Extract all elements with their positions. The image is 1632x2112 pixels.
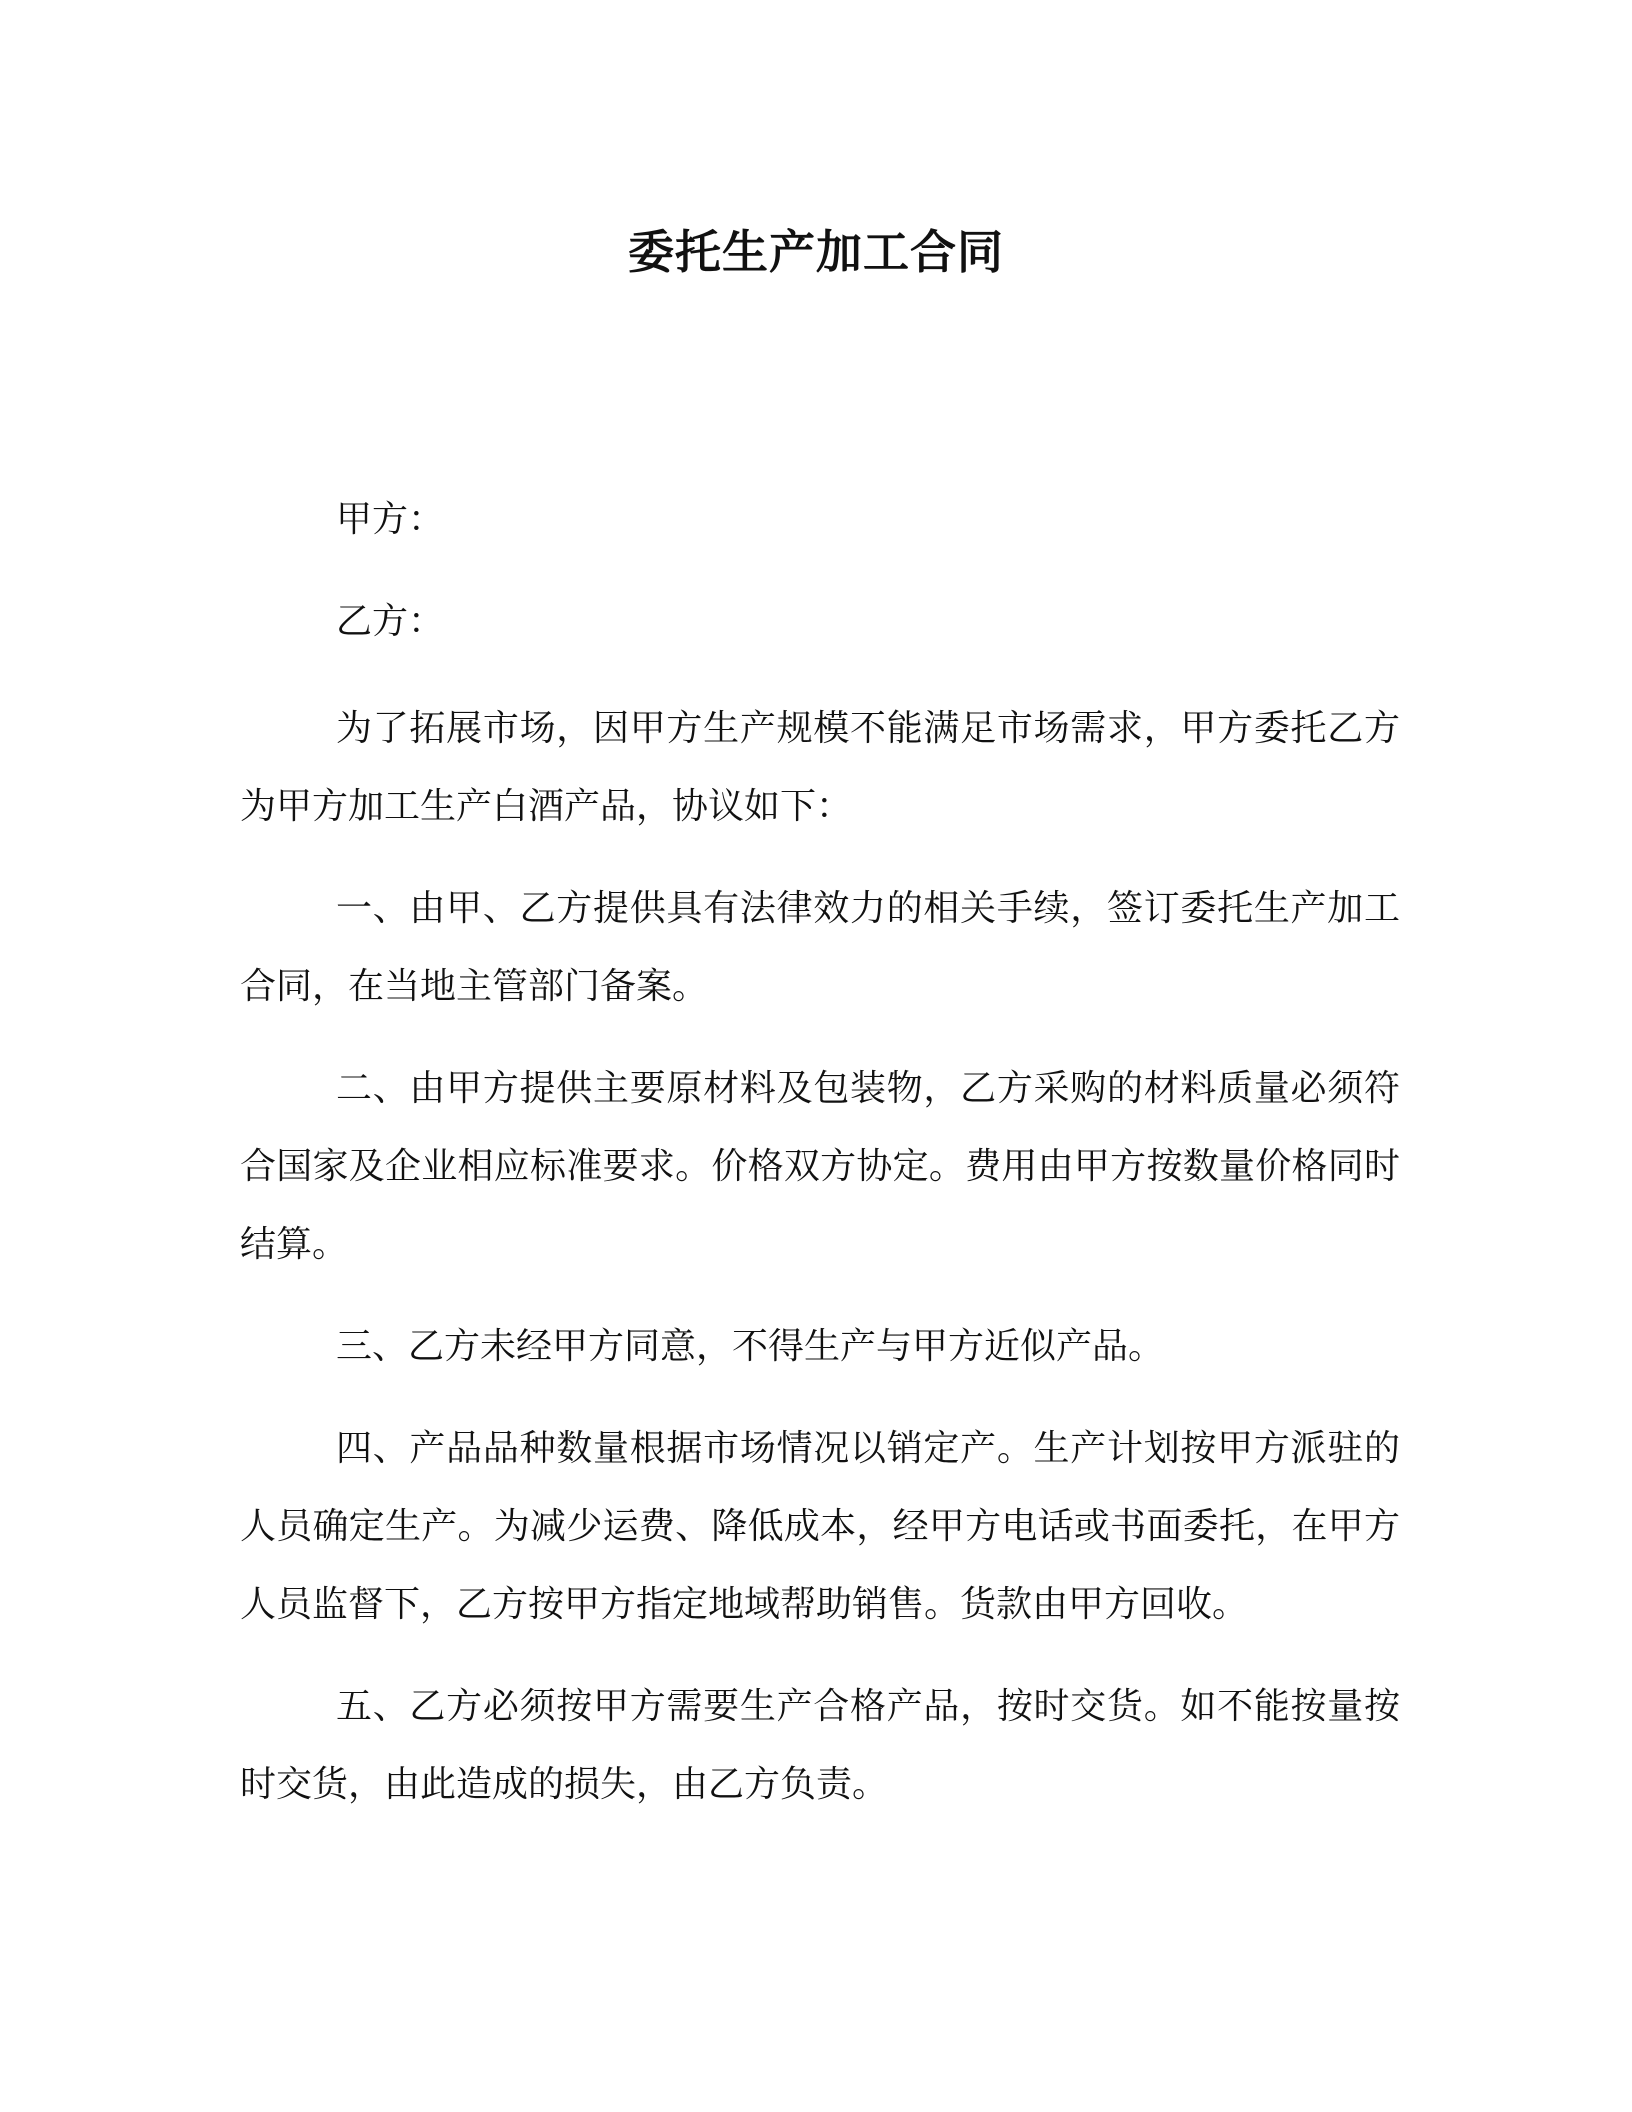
- clause-3-paragraph: 三、乙方未经甲方同意，不得生产与甲方近似产品。: [336, 1326, 1165, 1367]
- contract-body: [240, 690, 1400, 1848]
- clause-2-paragraph: 二、由甲方提供主要原材料及包装物，乙方采购的材料质量必须符合国家及企业相应标准要求。价格双方协定。费用由甲方按数量价格同时结算。: [240, 1068, 1400, 1265]
- clause-4-paragraph: 四、产品品种数量根据市场情况以销定产。生产计划按甲方派驻的人员确定生产。为减少运费、降低成本，经甲方电话或书面委托，在甲方人员监督下，乙方按甲方指定地域帮助销售。货款由甲方回收。: [240, 1428, 1400, 1625]
- intro-paragraph: 为了拓展市场，因甲方生产规模不能满足市场需求，甲方委托乙方为甲方加工生产白酒产品，协议如下：: [240, 708, 1400, 827]
- clause-1-paragraph: 一、由甲、乙方提供具有法律效力的相关手续，签订委托生产加工合同，在当地主管部门备案。: [240, 888, 1400, 1007]
- party-b-label: 乙方：: [336, 601, 445, 642]
- clause-5-paragraph: 五、乙方必须按甲方需要生产合格产品，按时交货。如不能按量按时交货，由此造成的损失，由乙方负责。: [240, 1686, 1400, 1805]
- party-a-label: 甲方：: [336, 499, 445, 540]
- document-title: 委托生产加工合同: [628, 225, 1004, 279]
